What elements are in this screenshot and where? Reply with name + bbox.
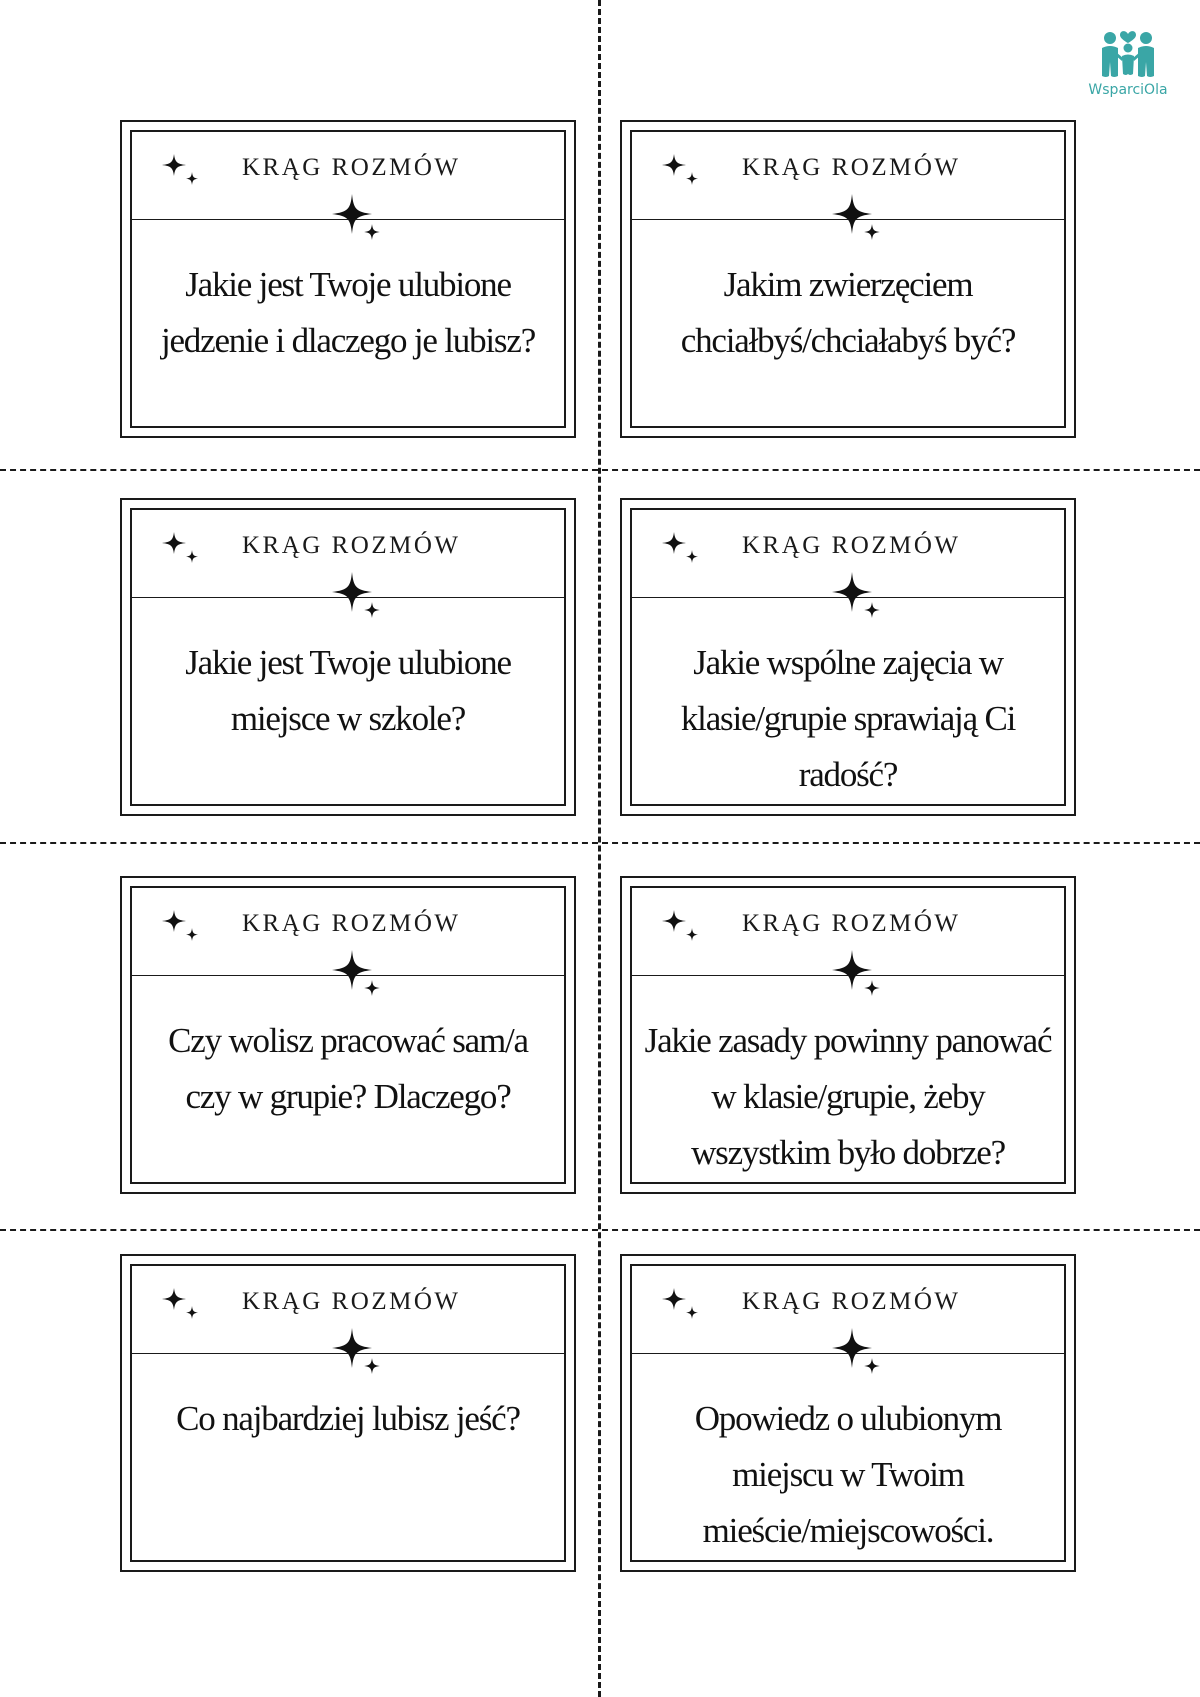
family-logo-icon (1096, 26, 1160, 80)
sparkle-icon (332, 572, 388, 628)
sparkle-icon (160, 530, 204, 570)
sparkle-icon (160, 908, 204, 948)
conversation-card-4 (620, 498, 1076, 816)
sparkle-icon (660, 1286, 704, 1326)
conversation-card-8 (620, 1254, 1076, 1572)
card-label: KRĄG ROZMÓW (742, 532, 961, 559)
card-label: KRĄG ROZMÓW (242, 154, 461, 181)
card-question: Co najbardziej lubisz jeść? (176, 1399, 520, 1438)
card-label: KRĄG ROZMÓW (242, 1288, 461, 1315)
card-inner-border (630, 508, 1066, 806)
sparkle-icon (160, 152, 204, 192)
sparkle-icon (332, 950, 388, 1006)
sparkle-icon (832, 572, 888, 628)
sparkle-icon (332, 194, 388, 250)
card-inner-border (130, 508, 566, 806)
conversation-card-7 (120, 1254, 576, 1572)
card-inner-border (130, 130, 566, 428)
card-inner-border (130, 1264, 566, 1562)
vertical-cut-line (598, 0, 601, 1697)
brand-name: WsparciOla (1088, 82, 1168, 98)
card-question: Jakim zwierzęciem chciałbyś/chciałabyś być? (680, 265, 1016, 360)
conversation-card-5 (120, 876, 576, 1194)
card-inner-border (130, 886, 566, 1184)
sparkle-icon (160, 1286, 204, 1326)
sparkle-icon (832, 1328, 888, 1384)
sparkle-icon (832, 950, 888, 1006)
horizontal-cut-line (0, 469, 1200, 471)
card-label: KRĄG ROZMÓW (242, 532, 461, 559)
card-label: KRĄG ROZMÓW (742, 1288, 961, 1315)
brand-logo (1068, 26, 1188, 98)
card-label: KRĄG ROZMÓW (742, 910, 961, 937)
conversation-card-2 (620, 120, 1076, 438)
card-inner-border (630, 886, 1066, 1184)
card-label: KRĄG ROZMÓW (242, 910, 461, 937)
conversation-card-6 (620, 876, 1076, 1194)
sparkle-icon (660, 152, 704, 192)
horizontal-cut-line (0, 1229, 1200, 1231)
card-question: Czy wolisz pracować sam/a czy w grupie? Dlaczego? (168, 1021, 528, 1116)
card-question: Jakie jest Twoje ulubione jedzenie i dlaczego je lubisz? (160, 265, 536, 360)
sparkle-icon (332, 1328, 388, 1384)
card-question: Jakie zasady powinny panować w klasie/grupie, żeby wszystkim było dobrze? (644, 1021, 1052, 1172)
conversation-card-1 (120, 120, 576, 438)
card-label: KRĄG ROZMÓW (742, 154, 961, 181)
card-inner-border (630, 130, 1066, 428)
horizontal-cut-line (0, 842, 1200, 844)
sparkle-icon (832, 194, 888, 250)
card-question: Jakie jest Twoje ulubione miejsce w szkole? (185, 643, 511, 738)
conversation-card-3 (120, 498, 576, 816)
sparkle-icon (660, 908, 704, 948)
card-inner-border (630, 1264, 1066, 1562)
card-question: Jakie wspólne zajęcia w klasie/grupie sprawiają Ci radość? (680, 643, 1016, 794)
sparkle-icon (660, 530, 704, 570)
card-question: Opowiedz o ulubionym miejscu w Twoim mieście/miejscowości. (694, 1399, 1002, 1550)
